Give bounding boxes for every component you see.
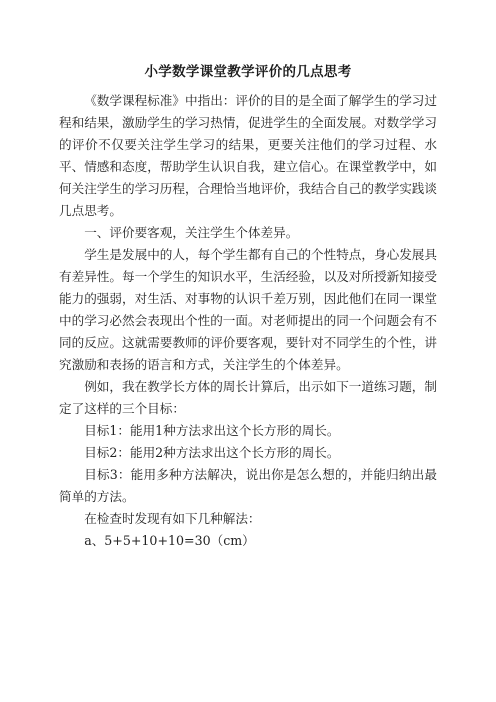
goal-3: 目标3：能用多种方法解决，说出你是怎么想的，并能归纳出最简单的方法。	[59, 467, 437, 504]
solution-a: a、5+5+10+10=30（cm）	[84, 533, 255, 548]
goal-2: 目标2：能用2种方法求出这个长方形的周长。	[84, 445, 340, 460]
paragraph-student-differences: 学生是发展中的人，每个学生都有自己的个性特点，身心发展具有差异性。每一个学生的知识水平，生活经验，以及对所授新知接受能力的强弱，对生活、对事物的认识千差万别，因此他们在同一课堂中的学习必然会表现出个性的一面。对老师提出的同一个问题会有不同的反应。这就需要教师的评价要客观，要针对不同学生的个性，讲究激励和表扬的语言和方式，关注学生的个体差异。	[59, 247, 437, 372]
paragraph-example: 例如，我在教学长方体的周长计算后，出示如下一道练习题，制定了这样的三个目标：	[59, 379, 437, 416]
goal-1: 目标1：能用1种方法求出这个长方形的周长。	[84, 423, 340, 438]
paragraph-solutions-intro: 在检查时发现有如下几种解法：	[84, 511, 261, 526]
document-body	[59, 90, 437, 552]
document-title: 小学数学课堂教学评价的几点思考	[144, 64, 352, 80]
paragraph-intro: 《数学课程标准》中指出：评价的目的是全面了解学生的学习过程和结果，激励学生的学习热情，促进学生的全面发展。对数学学习的评价不仅要关注学生学习的结果，更要关注他们的学习过程、水平、情感和态度，帮助学生认识自我，建立信心。在课堂教学中，如何关注学生的学习历程，合理恰当地评价，我结合自己的教学实践谈几点思考。	[59, 93, 437, 218]
section-heading-1: 一、评价要客观，关注学生个体差异。	[84, 225, 299, 240]
